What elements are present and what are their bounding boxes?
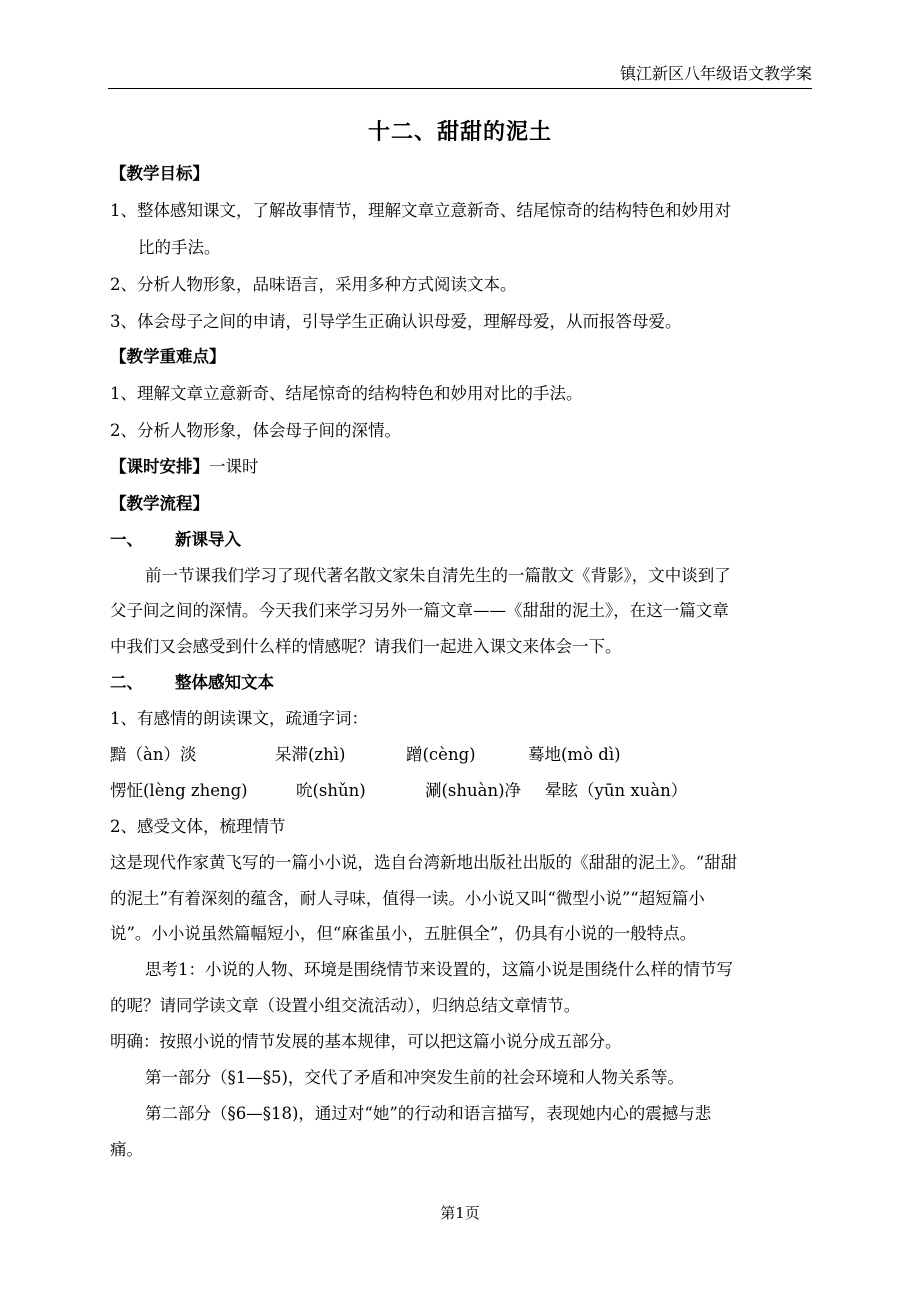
section-2-title: 整体感知文本	[175, 673, 274, 692]
flow-heading: 【教学流程】	[110, 494, 209, 513]
part-2-line-1: 第二部分（§6—§18)，通过对“她”的行动和语言描写，表现她内心的震撼与悲	[145, 1104, 712, 1123]
page-header	[108, 64, 812, 89]
section-2-paragraph-line-3: 说”。小小说虽然篇幅短小，但“麻雀虽小，五脏俱全”，仍具有小说的一般特点。	[110, 924, 697, 943]
part-2-line-2: 痛。	[110, 1140, 143, 1159]
page-number: 第1页	[440, 1204, 480, 1222]
section-2-number: 二、	[110, 673, 143, 692]
think-1-line-1: 思考1：小说的人物、环境是围绕情节来设置的，这篇小说是围绕什么样的情节写	[145, 960, 733, 979]
goal-item-2: 2、分析人物形象，品味语言，采用多种方式阅读文本。	[110, 275, 517, 294]
keypoints-heading: 【教学重难点】	[110, 347, 226, 366]
vocab-word: 愣怔(lèng zheng)	[110, 781, 248, 800]
goal-item-1-continued: 比的手法。	[138, 238, 221, 257]
section-1-heading	[110, 528, 241, 552]
keypoint-item-2: 2、分析人物形象，体会母子间的深情。	[110, 421, 401, 440]
vocab-word: 晕眩（yūn xuàn）	[545, 781, 688, 800]
vocab-word: 蓦地(mò dì)	[528, 745, 621, 764]
section-2-sub-1: 1、有感情的朗读课文，疏通字词：	[110, 709, 368, 728]
part-1-line: 第一部分（§1—§5)，交代了矛盾和冲突发生前的社会环境和人物关系等。	[145, 1068, 684, 1087]
schedule-heading: 【课时安排】	[110, 457, 209, 476]
vocab-word: 涮(shuàn)净	[425, 781, 522, 800]
section-2-sub-2: 2、感受文体，梳理情节	[110, 817, 286, 836]
goal-item-3: 3、体会母子之间的申请，引导学生正确认识母爱，理解母爱，从而报答母爱。	[110, 312, 682, 331]
think-1-line-2: 的呢？请同学读文章（设置小组交流活动），归纳总结文章情节。	[110, 996, 581, 1015]
vocab-word: 蹭(cèng)	[406, 745, 476, 764]
keypoint-item-1: 1、理解文章立意新奇、结尾惊奇的结构特色和妙用对比的手法。	[110, 384, 583, 403]
header-text: 镇江新区八年级语文教学案	[619, 64, 812, 83]
goal-item-1: 1、整体感知课文，了解故事情节，理解文章立意新奇、结尾惊奇的结构特色和妙用对	[110, 201, 731, 220]
vocab-word: 呆滞(zhì)	[275, 745, 346, 764]
schedule-line	[110, 455, 259, 479]
section-1-paragraph-line-1: 前一节课我们学习了现代著名散文家朱自清先生的一篇散文《背影》，文中谈到了	[145, 566, 731, 585]
lesson-title: 十二、甜甜的泥土	[367, 119, 552, 145]
section-1-paragraph-line-2: 父子间之间的深情。今天我们来学习另外一篇文章——《甜甜的泥土》，在这一篇文章	[110, 601, 729, 620]
clarify-line: 明确：按照小说的情节发展的基本规律，可以把这篇小说分成五部分。	[110, 1032, 622, 1051]
section-2-paragraph-line-1: 这是现代作家黄飞写的一篇小小说，选自台湾新地出版社出版的《甜甜的泥土》。“甜甜	[110, 853, 738, 872]
vocab-word: 吮(shǔn)	[296, 781, 366, 800]
section-1-title: 新课导入	[175, 530, 241, 549]
goals-heading: 【教学目标】	[110, 164, 209, 183]
section-1-paragraph-line-3: 中我们又会感受到什么样的情感呢？请我们一起进入课文来体会一下。	[110, 637, 622, 656]
section-2-paragraph-line-2: 的泥土”有着深刻的蕴含，耐人寻味，值得一读。小小说又叫“微型小说”“超短篇小	[110, 889, 705, 908]
section-2-heading	[110, 671, 274, 695]
vocab-word: 黯（àn）淡	[110, 745, 197, 764]
schedule-value: 一课时	[209, 457, 259, 476]
section-1-number: 一、	[110, 530, 143, 549]
